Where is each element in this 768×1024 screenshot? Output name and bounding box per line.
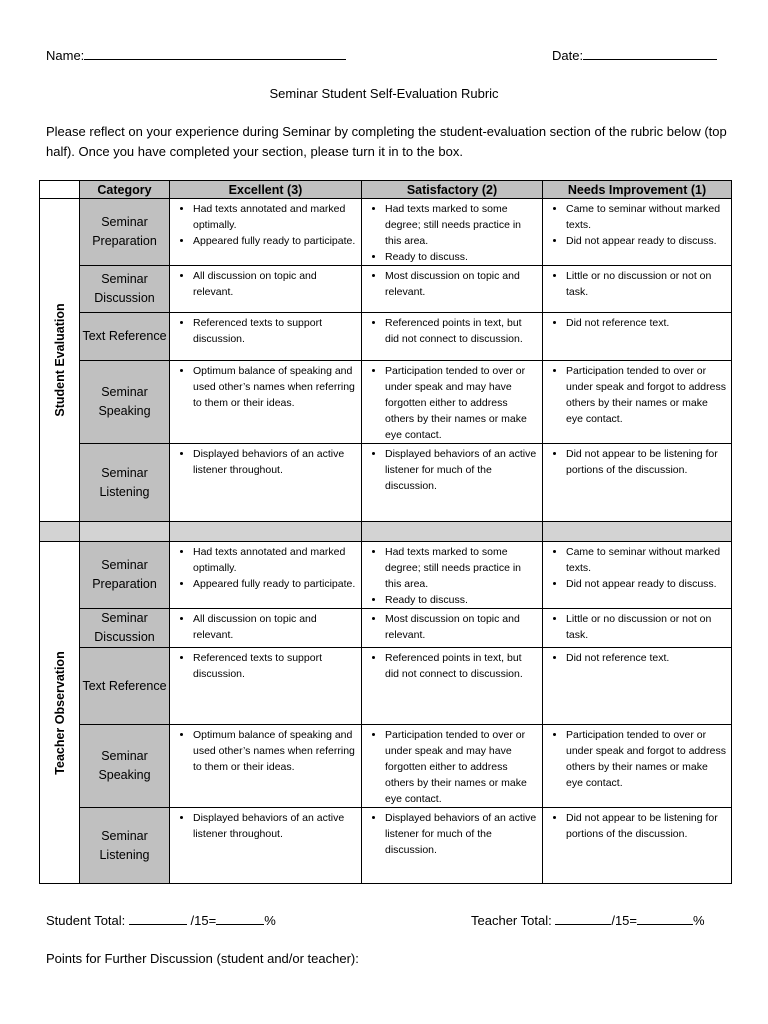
- bullet-item: • All discussion on topic and relevant.: [193, 611, 357, 643]
- bullet-list: [362, 444, 542, 494]
- bullet-item: • Optimum balance of speaking and used other’s names when referring to them or their ideas.: [193, 727, 357, 775]
- category-cell: Seminar Preparation: [80, 542, 170, 609]
- further-discussion-label: Points for Further Discussion (student and/or teacher):: [46, 951, 359, 966]
- bullet-list: [170, 648, 361, 682]
- column-header: Excellent (3): [170, 181, 362, 199]
- bullet-list: [543, 725, 731, 791]
- satisfactory-cell: [362, 361, 543, 444]
- intro-text: Please reflect on your experience during Seminar by completing the student-evaluation section of the rubric below (top half). Once you have completed your section, please turn it in to the box.: [46, 124, 727, 159]
- bullet-item: • Did not appear ready to discuss.: [566, 233, 727, 249]
- bullet-item: • Had texts annotated and marked optimally.: [193, 201, 357, 233]
- bullet-list: [170, 542, 361, 592]
- bullet-item: • Little or no discussion or not on task.: [566, 268, 727, 300]
- bullet-item: • Had texts annotated and marked optimally.: [193, 544, 357, 576]
- rubric-row: [40, 648, 732, 725]
- page-title: Seminar Student Self-Evaluation Rubric: [269, 86, 499, 101]
- excellent-cell: [170, 313, 362, 361]
- rubric-row: [40, 609, 732, 648]
- needs-improvement-cell: [543, 199, 732, 266]
- bullet-list: [362, 266, 542, 300]
- divider-cell: [80, 522, 170, 542]
- satisfactory-cell: [362, 313, 543, 361]
- bullet-item: • Most discussion on topic and relevant.: [385, 611, 538, 643]
- rubric-row: [40, 361, 732, 444]
- out-of-label: /15=: [190, 913, 217, 928]
- teacher-score-blank[interactable]: [555, 913, 611, 925]
- needs-improvement-cell: [543, 361, 732, 444]
- category-cell: Seminar Speaking: [80, 725, 170, 808]
- bullet-item: • Did not appear to be listening for portions of the discussion.: [566, 446, 727, 478]
- bullet-list: [170, 313, 361, 347]
- bullet-item: • Participation tended to over or under speak and may have forgotten either to address others by their names or make eye contact.: [385, 363, 538, 443]
- bullet-list: [543, 648, 731, 666]
- bullet-item: • Optimum balance of speaking and used other’s names when referring to them or their ideas.: [193, 363, 357, 411]
- divider-cell: [543, 522, 732, 542]
- name-blank[interactable]: [84, 48, 346, 60]
- section-divider-row: [40, 522, 732, 542]
- bullet-list: [543, 313, 731, 331]
- section-label: Student Evaluation: [52, 303, 67, 417]
- category-cell: Text Reference: [80, 313, 170, 361]
- rubric-header-row: [40, 181, 732, 199]
- rubric-row: [40, 542, 732, 609]
- bullet-list: [362, 542, 542, 608]
- needs-improvement-cell: [543, 313, 732, 361]
- bullet-item: • Participation tended to over or under speak and forgot to address others by their names or make eye contact.: [566, 363, 727, 427]
- bullet-list: [362, 725, 542, 807]
- column-header: Category: [80, 181, 170, 199]
- bullet-list: [362, 313, 542, 347]
- satisfactory-cell: [362, 808, 543, 884]
- divider-cell: [40, 522, 80, 542]
- bullet-item: • Participation tended to over or under speak and may have forgotten either to address others by their names or make eye contact.: [385, 727, 538, 807]
- needs-improvement-cell: [543, 648, 732, 725]
- column-header: Needs Improvement (1): [543, 181, 732, 199]
- rubric-row: [40, 725, 732, 808]
- excellent-cell: [170, 542, 362, 609]
- bullet-list: [543, 542, 731, 592]
- bullet-item: • Came to seminar without marked texts.: [566, 201, 727, 233]
- date-field[interactable]: [552, 48, 717, 63]
- bullet-item: • Displayed behaviors of an active listener throughout.: [193, 446, 357, 478]
- needs-improvement-cell: [543, 808, 732, 884]
- teacher-total[interactable]: [471, 913, 705, 928]
- rubric-row: [40, 313, 732, 361]
- bullet-item: • Displayed behaviors of an active listener for much of the discussion.: [385, 446, 538, 494]
- bullet-item: • Had texts marked to some degree; still needs practice in this area.: [385, 544, 538, 592]
- student-total[interactable]: [46, 913, 276, 928]
- bullet-item: • Had texts marked to some degree; still needs practice in this area.: [385, 201, 538, 249]
- bullet-item: • Appeared fully ready to participate.: [193, 576, 357, 592]
- rubric-row: [40, 266, 732, 313]
- excellent-cell: [170, 266, 362, 313]
- divider-cell: [362, 522, 543, 542]
- excellent-cell: [170, 808, 362, 884]
- bullet-list: [543, 266, 731, 300]
- needs-improvement-cell: [543, 609, 732, 648]
- excellent-cell: [170, 199, 362, 266]
- bullet-list: [362, 648, 542, 682]
- bullet-list: [362, 609, 542, 643]
- section-label-cell: [40, 199, 80, 522]
- bullet-item: • Referenced points in text, but did not connect to discussion.: [385, 315, 538, 347]
- excellent-cell: [170, 648, 362, 725]
- satisfactory-cell: [362, 609, 543, 648]
- section-label: Teacher Observation: [52, 650, 67, 775]
- bullet-item: • Appeared fully ready to participate.: [193, 233, 357, 249]
- rubric-table: [39, 180, 732, 884]
- bullet-list: [543, 444, 731, 478]
- bullet-item: • Ready to discuss.: [385, 249, 538, 265]
- rubric-row: [40, 444, 732, 522]
- bullet-list: [170, 361, 361, 411]
- bullet-item: • Did not reference text.: [566, 650, 727, 666]
- bullet-list: [170, 199, 361, 249]
- rubric-row: [40, 808, 732, 884]
- name-label: Name:: [46, 48, 85, 63]
- student-total-label: Student Total:: [46, 913, 126, 928]
- bullet-list: [170, 725, 361, 775]
- column-header: Satisfactory (2): [362, 181, 543, 199]
- bullet-list: [170, 808, 361, 842]
- bullet-item: • Displayed behaviors of an active listener for much of the discussion.: [385, 810, 538, 858]
- category-cell: Text Reference: [80, 648, 170, 725]
- date-label: Date:: [552, 48, 584, 63]
- corner-cell: [40, 181, 80, 199]
- bullet-item: • Participation tended to over or under speak and forgot to address others by their names or make eye contact.: [566, 727, 727, 791]
- category-cell: Seminar Listening: [80, 808, 170, 884]
- bullet-item: • Displayed behaviors of an active listener throughout.: [193, 810, 357, 842]
- satisfactory-cell: [362, 199, 543, 266]
- section-label-cell: [40, 542, 80, 884]
- bullet-item: • Little or no discussion or not on task.: [566, 611, 727, 643]
- satisfactory-cell: [362, 444, 543, 522]
- bullet-item: • Did not reference text.: [566, 315, 727, 331]
- bullet-item: • Came to seminar without marked texts.: [566, 544, 727, 576]
- excellent-cell: [170, 361, 362, 444]
- bullet-list: [362, 808, 542, 858]
- excellent-cell: [170, 725, 362, 808]
- divider-cell: [170, 522, 362, 542]
- bullet-list: [543, 361, 731, 427]
- bullet-item: • Did not appear to be listening for portions of the discussion.: [566, 810, 727, 842]
- student-score-blank[interactable]: [129, 913, 187, 925]
- category-cell: Seminar Discussion: [80, 266, 170, 313]
- teacher-percent-blank[interactable]: [637, 913, 693, 925]
- category-cell: Seminar Preparation: [80, 199, 170, 266]
- name-field[interactable]: [46, 48, 346, 63]
- teacher-total-label: Teacher Total:: [471, 913, 552, 928]
- satisfactory-cell: [362, 725, 543, 808]
- bullet-item: • Referenced texts to support discussion.: [193, 315, 357, 347]
- bullet-list: [543, 609, 731, 643]
- category-cell: Seminar Discussion: [80, 609, 170, 648]
- percent-sign: %: [693, 913, 705, 928]
- bullet-list: [170, 609, 361, 643]
- bullet-item: • Most discussion on topic and relevant.: [385, 268, 538, 300]
- rubric-row: [40, 199, 732, 266]
- bullet-item: • Referenced points in text, but did not connect to discussion.: [385, 650, 538, 682]
- category-cell: Seminar Listening: [80, 444, 170, 522]
- needs-improvement-cell: [543, 725, 732, 808]
- bullet-list: [543, 199, 731, 249]
- excellent-cell: [170, 609, 362, 648]
- bullet-list: [362, 361, 542, 443]
- bullet-item: • Referenced texts to support discussion.: [193, 650, 357, 682]
- out-of-label: /15=: [611, 913, 637, 928]
- needs-improvement-cell: [543, 542, 732, 609]
- needs-improvement-cell: [543, 444, 732, 522]
- bullet-item: • All discussion on topic and relevant.: [193, 268, 357, 300]
- bullet-list: [170, 444, 361, 478]
- percent-sign: %: [264, 913, 276, 928]
- category-cell: Seminar Speaking: [80, 361, 170, 444]
- student-percent-blank[interactable]: [216, 913, 264, 925]
- bullet-list: [362, 199, 542, 265]
- satisfactory-cell: [362, 266, 543, 313]
- satisfactory-cell: [362, 542, 543, 609]
- bullet-item: • Did not appear ready to discuss.: [566, 576, 727, 592]
- excellent-cell: [170, 444, 362, 522]
- bullet-list: [543, 808, 731, 842]
- date-blank[interactable]: [583, 48, 717, 60]
- bullet-item: • Ready to discuss.: [385, 592, 538, 608]
- satisfactory-cell: [362, 648, 543, 725]
- needs-improvement-cell: [543, 266, 732, 313]
- bullet-list: [170, 266, 361, 300]
